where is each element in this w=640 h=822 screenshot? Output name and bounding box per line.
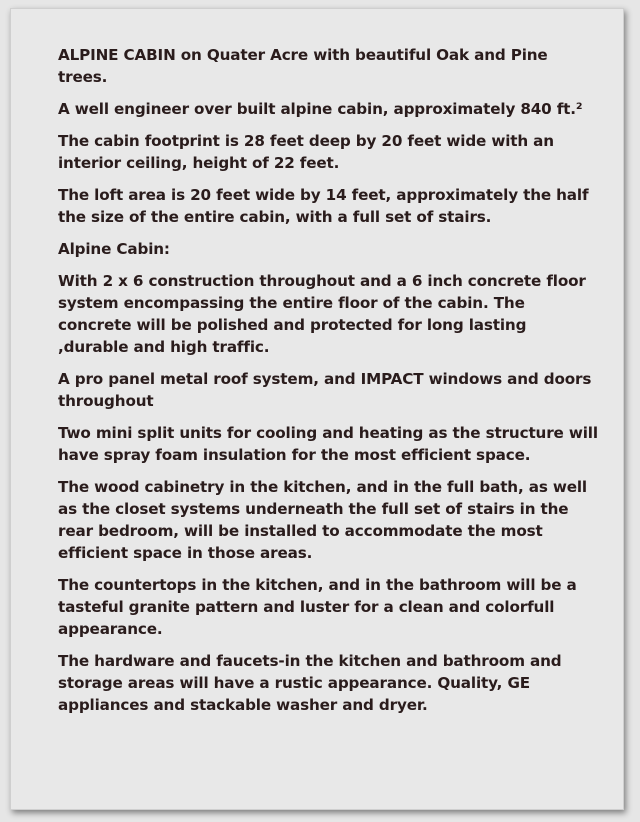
paragraph-hvac: Two mini split units for cooling and heating as the structure will have spray foam insulation for the most efficient space. [58, 424, 598, 464]
paragraph-size: A well engineer over built alpine cabin, approximately 840 ft.² [58, 100, 583, 118]
paragraph-hardware: The hardware and faucets-in the kitchen and bathroom and storage areas will have a rustic appearance. Quality, GE appliances and stackable washer and dryer. [58, 652, 562, 714]
paragraph-countertops: The countertops in the kitchen, and in the bathroom will be a tasteful granite pattern and luster for a clean and colorfull appearance. [58, 576, 577, 638]
paragraph-construction: With 2 x 6 construction throughout and a 6 inch concrete floor system encompassing the entire floor of the cabin. The concrete will be polished and protected for long lasting ,durable and high traffic. [58, 272, 586, 356]
paragraph-cabinetry: The wood cabinetry in the kitchen, and in the full bath, as well as the closet systems underneath the full set of stairs in the rear bedroom, will be installed to accommodate the most efficient space in those areas. [58, 478, 587, 562]
paragraph-roof-windows: A pro panel metal roof system, and IMPACT windows and doors throughout [58, 370, 592, 410]
paragraph-footprint: The cabin footprint is 28 feet deep by 20 feet wide with an interior ceiling, height of 22 feet. [58, 132, 554, 172]
paragraph-loft: The loft area is 20 feet wide by 14 feet, approximately the half the size of the entire cabin, with a full set of stairs. [58, 186, 589, 226]
section-heading: Alpine Cabin: [58, 240, 170, 258]
document-page [10, 8, 624, 810]
document-title: ALPINE CABIN on Quater Acre with beautiful Oak and Pine trees. [58, 46, 548, 86]
document-body [58, 44, 598, 726]
